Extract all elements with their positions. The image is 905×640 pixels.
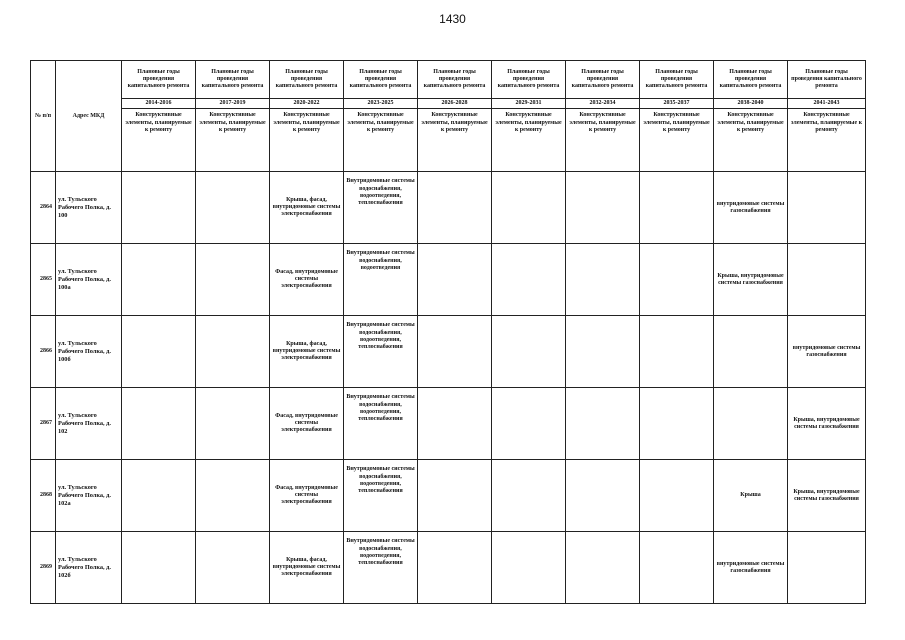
column-header-years: 2023-2025 <box>344 99 418 109</box>
column-header-years: 2041-2043 <box>788 99 866 109</box>
repair-elements-cell <box>492 388 566 460</box>
repair-elements-cell: Фасад, внутридомовые системы электроснабжения <box>270 460 344 532</box>
row-number: 2869 <box>31 532 56 604</box>
row-address: ул. Тульского Рабочего Полка, д. 100 <box>56 172 122 244</box>
repair-elements-cell: Внутридомовые системы водоснабжения, водоотведения, теплоснабжения <box>344 460 418 532</box>
repair-elements-cell: Фасад, внутридомовые системы электроснабжения <box>270 244 344 316</box>
column-header-address: Адрес МКД <box>56 61 122 172</box>
repair-elements-cell: внутридомовые системы газоснабжения <box>714 172 788 244</box>
table-body <box>31 172 866 604</box>
repair-elements-cell <box>122 316 196 388</box>
repair-elements-cell <box>196 316 270 388</box>
repair-elements-cell: внутридомовые системы газоснабжения <box>788 316 866 388</box>
table-row <box>31 460 866 532</box>
repair-elements-cell <box>566 244 640 316</box>
repair-elements-cell: Внутридомовые системы водоснабжения, водоотведения, теплоснабжения <box>344 388 418 460</box>
row-address: ул. Тульского Рабочего Полка, д. 100а <box>56 244 122 316</box>
table-row <box>31 244 866 316</box>
column-subheader: Конструктивные элементы, планируемые к ремонту <box>640 109 714 172</box>
column-header-years: 2038-2040 <box>714 99 788 109</box>
repair-elements-cell: Внутридомовые системы водоснабжения, водоотведения, теплоснабжения <box>344 172 418 244</box>
header-title-row <box>31 61 866 99</box>
column-header-years: 2035-2037 <box>640 99 714 109</box>
column-header-years: 2026-2028 <box>418 99 492 109</box>
repair-elements-cell <box>122 532 196 604</box>
column-header-period-title: Плановые годы проведения капитального ремонта <box>418 61 492 99</box>
repair-elements-cell <box>418 460 492 532</box>
repair-elements-cell: Крыша, внутридомовые системы газоснабжения <box>788 460 866 532</box>
column-subheader: Конструктивные элементы, планируемые к ремонту <box>418 109 492 172</box>
repair-elements-cell: внутридомовые системы газоснабжения <box>714 532 788 604</box>
header-years-row <box>31 99 866 109</box>
column-header-period-title: Плановые годы проведения капитального ремонта <box>788 61 866 99</box>
repair-elements-cell: Внутридомовые системы водоснабжения, водоотведения <box>344 244 418 316</box>
column-subheader: Конструктивные элементы, планируемые к ремонту <box>270 109 344 172</box>
repair-elements-cell <box>492 532 566 604</box>
row-number: 2866 <box>31 316 56 388</box>
repair-elements-cell: Крыша, внутридомовые системы газоснабжения <box>714 244 788 316</box>
table-row <box>31 388 866 460</box>
repair-elements-cell <box>714 316 788 388</box>
repair-elements-cell <box>788 244 866 316</box>
column-subheader: Конструктивные элементы, планируемые к ремонту <box>492 109 566 172</box>
row-number: 2867 <box>31 388 56 460</box>
column-header-period-title: Плановые годы проведения капитального ремонта <box>196 61 270 99</box>
row-address: ул. Тульского Рабочего Полка, д. 102а <box>56 460 122 532</box>
column-header-years: 2014-2016 <box>122 99 196 109</box>
row-address: ул. Тульского Рабочего Полка, д. 102б <box>56 532 122 604</box>
column-header-period-title: Плановые годы проведения капитального ремонта <box>492 61 566 99</box>
repair-elements-cell <box>418 244 492 316</box>
repair-elements-cell <box>418 316 492 388</box>
repair-elements-cell <box>566 460 640 532</box>
row-number: 2865 <box>31 244 56 316</box>
repair-elements-cell <box>122 172 196 244</box>
column-header-period-title: Плановые годы проведения капитального ремонта <box>714 61 788 99</box>
repair-elements-cell <box>788 532 866 604</box>
repair-elements-cell <box>196 172 270 244</box>
page-number: 1430 <box>439 12 466 26</box>
repair-elements-cell <box>640 532 714 604</box>
repair-elements-cell: Фасад, внутридомовые системы электроснабжения <box>270 388 344 460</box>
repair-elements-cell <box>196 244 270 316</box>
repair-elements-cell <box>566 388 640 460</box>
repair-elements-cell <box>122 460 196 532</box>
repair-elements-cell <box>122 388 196 460</box>
repair-elements-cell <box>788 172 866 244</box>
repair-elements-cell: Крыша, фасад, внутридомовые системы электроснабжения <box>270 316 344 388</box>
repair-elements-cell <box>492 316 566 388</box>
repair-elements-cell <box>492 460 566 532</box>
repair-elements-cell: Крыша, фасад, внутридомовые системы электроснабжения <box>270 172 344 244</box>
repair-elements-cell <box>640 388 714 460</box>
column-header-years: 2032-2034 <box>566 99 640 109</box>
table-row <box>31 316 866 388</box>
repair-elements-cell <box>196 388 270 460</box>
column-subheader: Конструктивные элементы, планируемые к ремонту <box>566 109 640 172</box>
repair-elements-cell <box>196 532 270 604</box>
column-header-period-title: Плановые годы проведения капитального ремонта <box>566 61 640 99</box>
repair-schedule-table <box>30 60 866 604</box>
column-header-num: № п/п <box>31 61 56 172</box>
column-header-years: 2029-2031 <box>492 99 566 109</box>
repair-elements-cell <box>196 460 270 532</box>
repair-elements-cell <box>640 460 714 532</box>
column-header-period-title: Плановые годы проведения капитального ремонта <box>270 61 344 99</box>
column-header-period-title: Плановые годы проведения капитального ремонта <box>122 61 196 99</box>
repair-elements-cell <box>640 316 714 388</box>
table-row <box>31 172 866 244</box>
row-number: 2868 <box>31 460 56 532</box>
repair-elements-cell: Внутридомовые системы водоснабжения, водоотведения, теплоснабжения <box>344 532 418 604</box>
repair-elements-cell <box>492 244 566 316</box>
column-header-years: 2020-2022 <box>270 99 344 109</box>
column-subheader: Конструктивные элементы, планируемые к ремонту <box>344 109 418 172</box>
repair-elements-cell: Крыша, фасад, внутридомовые системы электроснабжения <box>270 532 344 604</box>
repair-elements-cell <box>640 172 714 244</box>
repair-elements-cell <box>418 388 492 460</box>
column-header-period-title: Плановые годы проведения капитального ремонта <box>344 61 418 99</box>
repair-elements-cell <box>418 172 492 244</box>
repair-elements-cell <box>122 244 196 316</box>
repair-elements-cell <box>566 532 640 604</box>
header-subheader-row <box>31 109 866 172</box>
repair-elements-cell <box>418 532 492 604</box>
repair-elements-cell <box>566 316 640 388</box>
row-address: ул. Тульского Рабочего Полка, д. 100б <box>56 316 122 388</box>
repair-elements-cell <box>492 172 566 244</box>
row-number: 2864 <box>31 172 56 244</box>
repair-elements-cell <box>714 388 788 460</box>
repair-elements-cell <box>640 244 714 316</box>
row-address: ул. Тульского Рабочего Полка, д. 102 <box>56 388 122 460</box>
column-subheader: Конструктивные элементы, планируемые к ремонту <box>714 109 788 172</box>
repair-elements-cell <box>566 172 640 244</box>
column-header-period-title: Плановые годы проведения капитального ремонта <box>640 61 714 99</box>
table-row <box>31 532 866 604</box>
repair-elements-cell: Крыша, внутридомовые системы газоснабжения <box>788 388 866 460</box>
repair-elements-cell: Крыша <box>714 460 788 532</box>
column-subheader: Конструктивные элементы, планируемые к ремонту <box>196 109 270 172</box>
column-header-years: 2017-2019 <box>196 99 270 109</box>
column-subheader: Конструктивные элементы, планируемые к ремонту <box>122 109 196 172</box>
column-subheader: Конструктивные элементы, планируемые к ремонту <box>788 109 866 172</box>
repair-elements-cell: Внутридомовые системы водоснабжения, водоотведения, теплоснабжения <box>344 316 418 388</box>
